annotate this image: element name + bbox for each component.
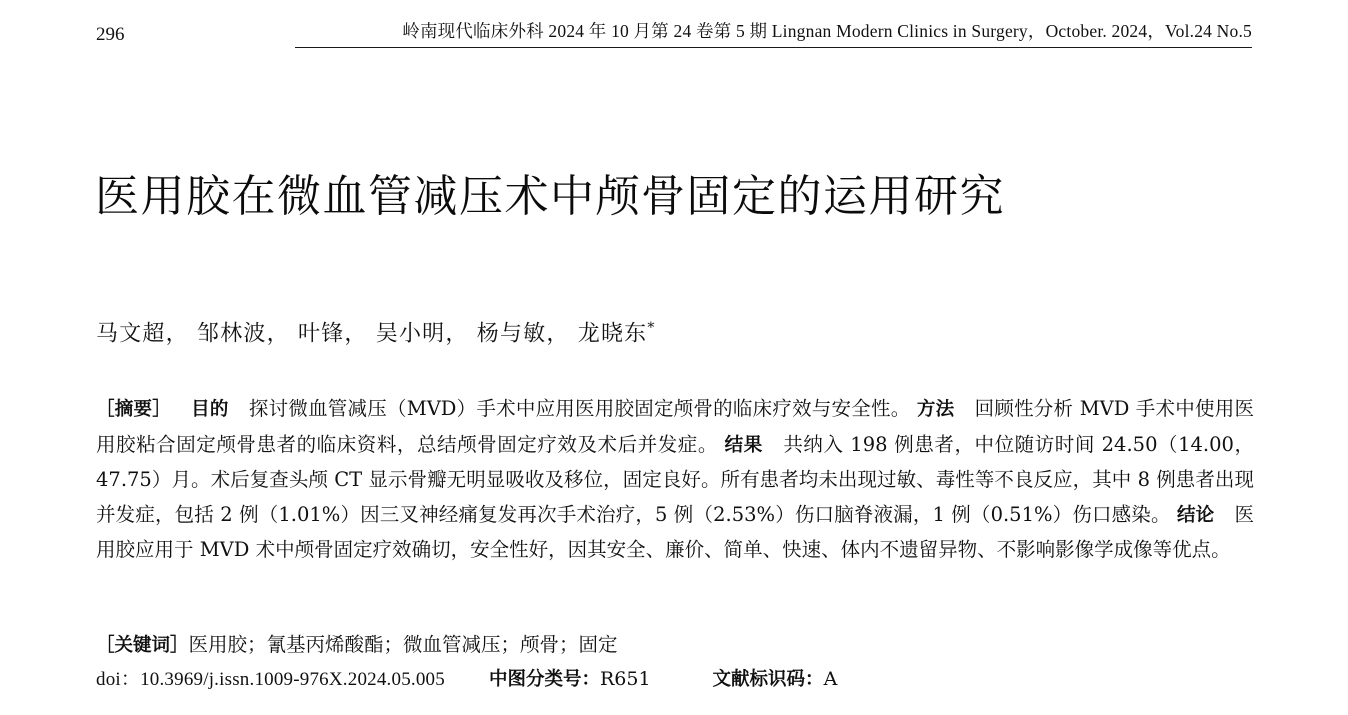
- abstract-methods-text: 回顾性分析 MVD 手术中使用医用胶粘合固定颅骨患者的临床资料，总结颅骨固定疗效及术后并发症。: [96, 397, 1254, 456]
- abstract-methods-label: 方法: [916, 399, 955, 420]
- corresponding-author-marker: *: [647, 320, 656, 336]
- abstract-objective-text: 探讨微血管减压（MVD）手术中应用医用胶固定颅骨的临床疗效与安全性。: [248, 397, 911, 420]
- document-code: [713, 668, 838, 690]
- keywords-block: [96, 630, 1254, 661]
- document-code-value: A: [823, 668, 838, 690]
- clc-number: [489, 668, 651, 690]
- abstract-conclusion-label: 结论: [1177, 504, 1215, 526]
- abstract-objective-label: 目的: [190, 399, 229, 420]
- abstract-conclusion-text: 医用胶应用于 MVD 术中颅骨固定疗效确切，安全性好，因其安全、廉价、简单、快速、体内不遗留异物、不影响影像学成像等优点。: [96, 502, 1254, 561]
- author-names: 马文超， 邹林波， 叶锋， 吴小明， 杨与敏， 龙晓东: [96, 321, 648, 347]
- keywords-text: 医用胶；氰基丙烯酸酯；微血管减压；颅骨；固定: [188, 633, 618, 656]
- clc-value: R651: [599, 668, 651, 690]
- doi-text: doi：10.3969/j.issn.1009-976X.2024.05.005: [96, 669, 445, 690]
- journal-citation-line: 岭南现代临床外科 2024 年 10 月第 24 卷第 5 期 Lingnan Modern Clinics in Surgery，October. 2024，Vol.24 No.5: [295, 18, 1253, 48]
- keywords-label: ［关键词］: [96, 635, 189, 656]
- clc-label: 中图分类号：: [488, 669, 600, 690]
- abstract-label: ［摘要］: [96, 399, 171, 420]
- author-list: [96, 312, 1196, 350]
- abstract-block: [96, 392, 1254, 568]
- abstract-results-label: 结果: [724, 434, 763, 456]
- abstract-results-text: 共纳入 198 例患者，中位随访时间 24.50（14.00，47.75）月。术后复查头颅 CT 显示骨瓣无明显吸收及移位，固定良好。所有患者均未出现过敏、毒性等不良反应，其中 8 例患者出现并发症，包括 2 例（1.01%）因三叉神经痛复发再次手术治疗，5 例（2.53%）伤口脑脊液漏，1 例（0.51%）伤口感染。: [96, 432, 1254, 526]
- page-title: 医用胶在微血管减压术中颅骨固定的运用研究: [95, 171, 1005, 223]
- page-number: 296: [96, 24, 125, 45]
- article-meta-line: [96, 664, 1254, 695]
- running-head: [96, 18, 1252, 48]
- document-code-label: 文献标识码：: [712, 669, 824, 690]
